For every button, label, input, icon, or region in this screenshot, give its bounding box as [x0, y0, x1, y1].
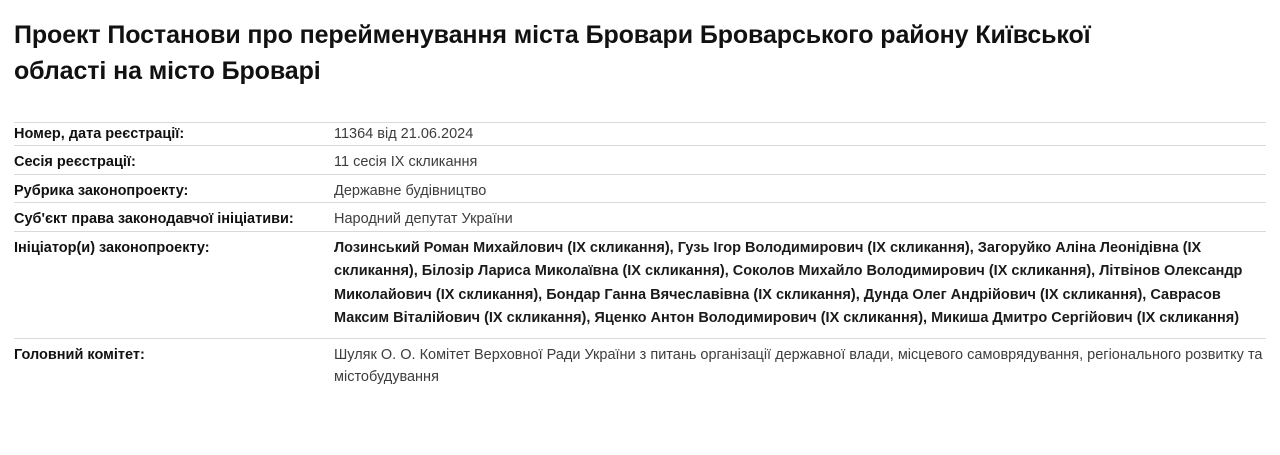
table-row [14, 174, 1266, 202]
table-row [14, 123, 1266, 146]
page-title: Проект Постанови про перейменування міста Бровари Броварського району Київської області на місто Броварі [14, 21, 1091, 85]
metadata-value: Народний депутат України [334, 203, 1266, 231]
metadata-value: 11364 від 21.06.2024 [334, 123, 1266, 146]
metadata-value-initiators: Лозинський Роман Михайлович (IX скликання), Гузь Ігор Володимирович (IX скликання), Загоруйко Аліна Леонідівна (IX скликання), Білозір Лариса Миколаївна (IX скликання), Соколов Михайло Володимирович (IX скликання), Літвінов Олександр Миколайович (IX скликання), Бондар Ганна Вячеславівна (IX скликання), Дунда Олег Андрійович (IX скликання), Саврасов Максим Віталійович (IX скликання), Яценко Антон Володимирович (IX скликання), Микиша Дмитро Сергійович (IX скликання) [334, 231, 1266, 330]
metadata-label: Ініціатор(и) законопроекту: [14, 231, 334, 330]
metadata-value: Державне будівництво [334, 174, 1266, 202]
table-row [14, 203, 1266, 231]
table-row [14, 231, 1266, 330]
metadata-value-committee: Шуляк О. О. Комітет Верховної Ради України з питань організації державної влади, місцевого самоврядування, регіонального розвитку та містобудування [334, 338, 1266, 388]
metadata-label: Рубрика законопроекту: [14, 174, 334, 202]
metadata-label: Сесія реєстрації: [14, 146, 334, 174]
bill-metadata-table [14, 122, 1266, 389]
table-row [14, 146, 1266, 174]
metadata-value: 11 сесія IX скликання [334, 146, 1266, 174]
metadata-label: Головний комітет: [14, 338, 334, 388]
row-spacer [14, 331, 1266, 339]
metadata-label: Суб'єкт права законодавчої ініціативи: [14, 203, 334, 231]
metadata-label: Номер, дата реєстрації: [14, 123, 334, 146]
table-row [14, 338, 1266, 388]
